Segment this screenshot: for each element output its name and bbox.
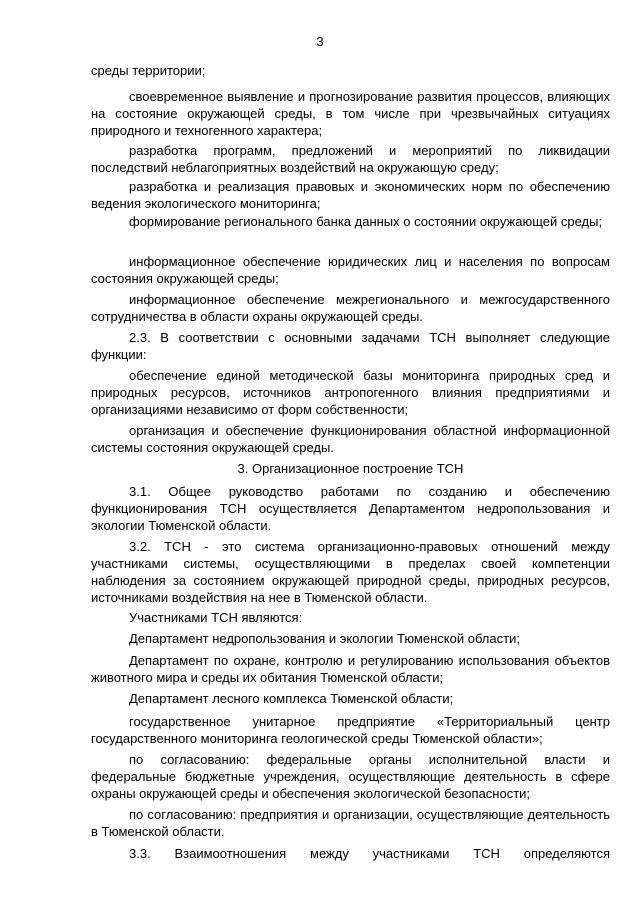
paragraph: Департамент лесного комплекса Тюменской области; — [129, 691, 454, 706]
paragraph: разработка и реализация правовых и экономических норм по обеспечению ведения экологического мониторинга; — [91, 179, 610, 211]
paragraph: 3.3. Взаимоотношения между участниками ТСН определяются — [129, 846, 610, 861]
paragraph: по согласованию: федеральные органы исполнительной власти и федеральные бюджетные учреждения, осуществляющие деятельность в сфере охраны окружающей среды и обеспечения экологической безопасности; — [91, 752, 610, 801]
paragraph: разработка программ, предложений и мероприятий по ликвидации последствий неблагоприятных воздействий на окружающую среду; — [91, 143, 610, 175]
paragraph: организация и обеспечение функционирования областной информационной системы состояния окружающей среды. — [91, 423, 610, 455]
section-heading: 3. Организационное построение ТСН — [237, 461, 464, 476]
paragraph: формирование регионального банка данных о состоянии окружающей среды; — [129, 214, 603, 229]
paragraph: 3.2. ТСН - это система организационно-правовых отношений между участниками системы, осуществляющими в пределах своей компетенции наблюдения за состоянием окружающей природной среды, природных ресурсов, источниками воздействия на нее в Тюменской области. — [91, 539, 610, 605]
paragraph: Департамент недропользования и экологии Тюменской области; — [129, 631, 520, 646]
paragraph: информационное обеспечение юридических лиц и населения по вопросам состояния окружающей среды; — [91, 254, 610, 286]
paragraph: своевременное выявление и прогнозирование развития процессов, влияющих на состояние окружающей среды, в том числе при чрезвычайных ситуациях природного и техногенного характера; — [91, 89, 610, 138]
paragraph: Участниками ТСН являются: — [129, 610, 303, 625]
paragraph: информационное обеспечение межрегионального и межгосударственного сотрудничества в области охраны окружающей среды. — [91, 292, 610, 324]
paragraph: обеспечение единой методической базы мониторинга природных сред и природных ресурсов, источников антропогенного влияния предприятиями и организациями независимо от форм собственности; — [91, 368, 610, 417]
paragraph: государственное унитарное предприятие «Территориальный центр государственного мониторинга геологической среды Тюменской области»; — [91, 714, 610, 746]
paragraph: 2.3. В соответствии с основными задачами ТСН выполняет следующие функции: — [91, 330, 610, 362]
paragraph: по согласованию: предприятия и организации, осуществляющие деятельность в Тюменской области. — [91, 807, 610, 839]
paragraph: среды территории; — [91, 63, 206, 78]
page-number: 3 — [316, 34, 324, 49]
paragraph: Департамент по охране, контролю и регулированию использования объектов животного мира и среды их обитания Тюменской области; — [91, 653, 610, 685]
paragraph: 3.1. Общее руководство работами по созданию и обеспечению функционирования ТСН осуществляется Департаментом недропользования и экологии Тюменской области. — [91, 484, 610, 533]
